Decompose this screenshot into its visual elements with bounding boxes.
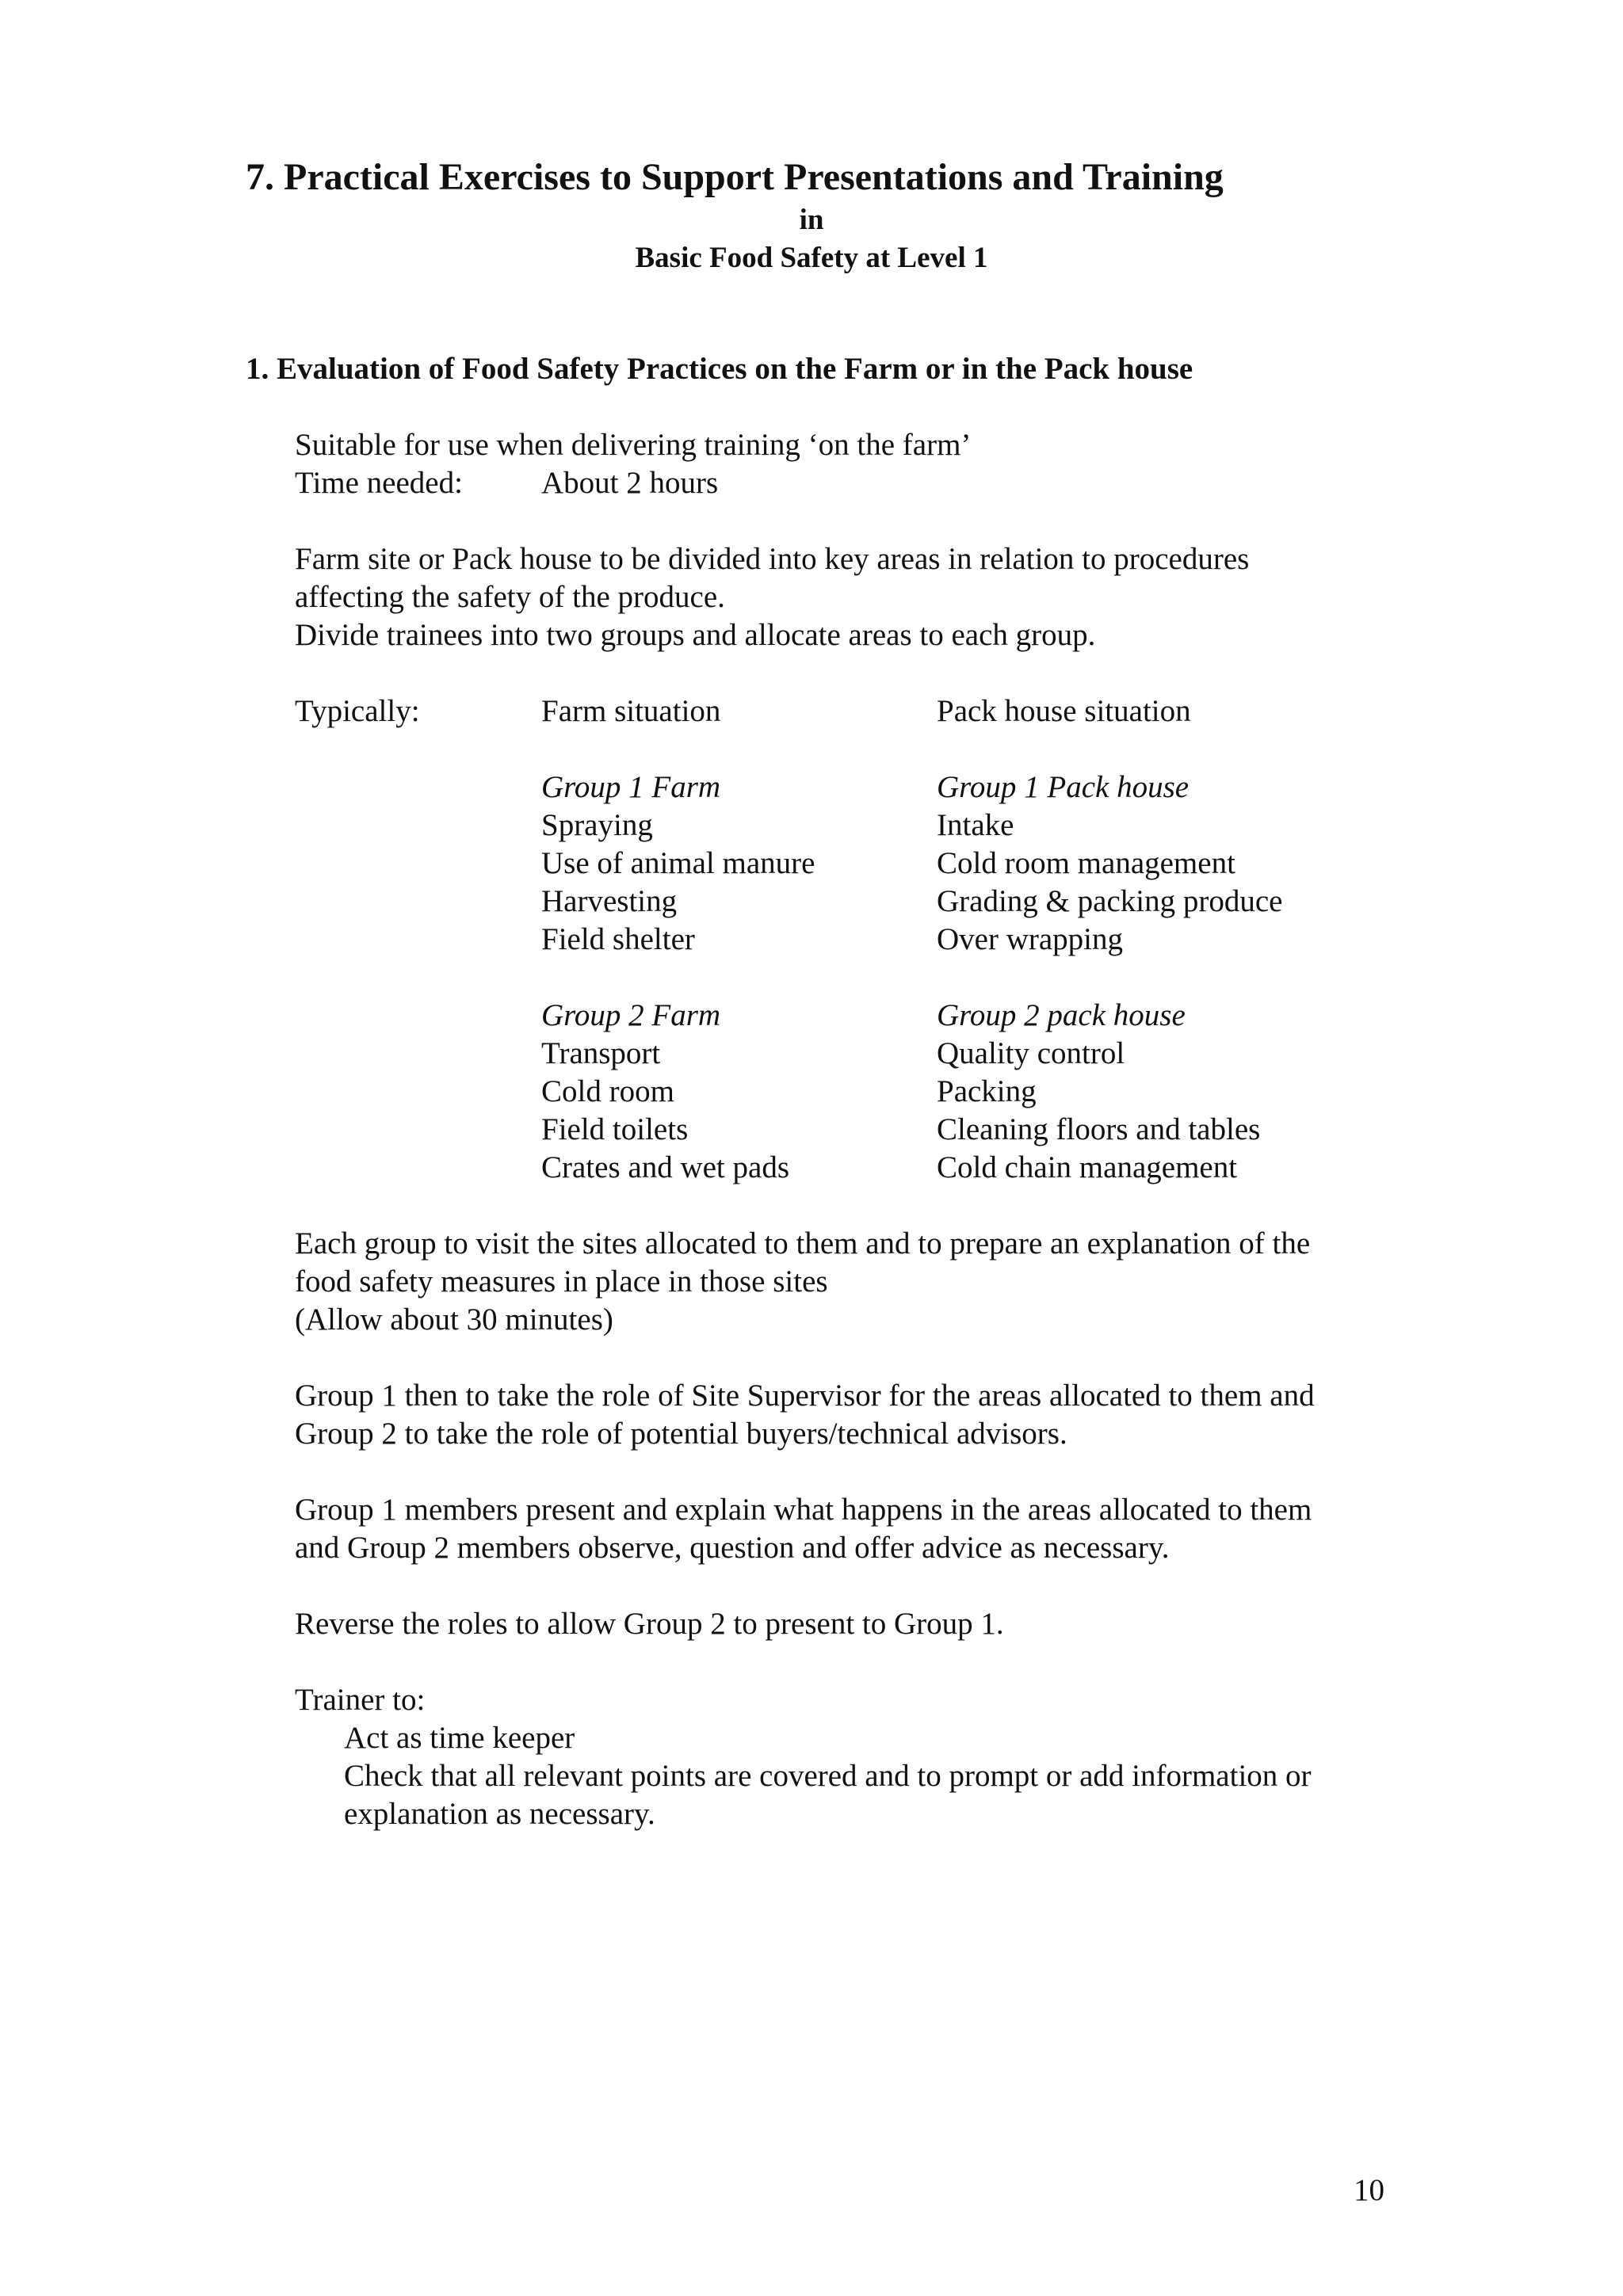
page-number: 10 [1354,2173,1384,2207]
farm-group1-title: Group 1 Farm [541,770,721,804]
farm-situation-heading: Farm situation [541,694,721,728]
pack-group2-item: Cold chain management [937,1150,1238,1184]
farm-group2-item: Field toilets [541,1112,689,1146]
paragraph-line: Group 1 members present and explain what happens in the areas allocated to them [295,1493,1312,1527]
paragraph-line: Farm site or Pack house to be divided into key areas in relation to procedures [295,542,1250,576]
farm-group1-item: Use of animal manure [541,846,815,880]
time-value: About 2 hours [541,466,719,500]
paragraph-line: (Allow about 30 minutes) [295,1302,613,1337]
pack-group2-item: Cleaning floors and tables [937,1112,1261,1146]
farm-group2-item: Crates and wet pads [541,1150,789,1184]
paragraph-line: affecting the safety of the produce. [295,580,725,614]
trainer-item: explanation as necessary. [344,1797,655,1831]
paragraph-line: Reverse the roles to allow Group 2 to present to Group 1. [295,1607,1004,1641]
typically-label: Typically: [295,694,420,728]
farm-group1-item: Harvesting [541,884,678,918]
pack-group1-item: Grading & packing produce [937,884,1283,918]
pack-group2-item: Packing [937,1074,1037,1108]
document-subtitle: Basic Food Safety at Level 1 [635,242,988,274]
farm-group2-item: Transport [541,1036,661,1070]
suitable-text: Suitable for use when delivering training ‘on the farm’ [295,428,972,462]
paragraph-line: and Group 2 members observe, question and offer advice as necessary. [295,1531,1170,1565]
pack-group2-item: Quality control [937,1036,1125,1070]
paragraph-line: food safety measures in place in those sites [295,1264,828,1299]
farm-group2-title: Group 2 Farm [541,998,721,1032]
farm-group2-item: Cold room [541,1074,674,1108]
pack-group1-item: Over wrapping [937,922,1124,956]
document-title: 7. Practical Exercises to Support Presentations and Training [246,156,1224,198]
paragraph-line: Each group to visit the sites allocated to them and to prepare an explanation of the [295,1226,1311,1261]
farm-group1-item: Field shelter [541,922,695,956]
paragraph-line: Group 1 then to take the role of Site Supervisor for the areas allocated to them and [295,1379,1315,1413]
pack-house-situation-heading: Pack house situation [937,694,1191,728]
pack-group1-item: Cold room management [937,846,1235,880]
section-heading: 1. Evaluation of Food Safety Practices on the Farm or in the Pack house [246,352,1193,386]
trainer-item: Check that all relevant points are covered and to prompt or add information or [344,1759,1312,1793]
paragraph-line: Divide trainees into two groups and allocate areas to each group. [295,618,1096,652]
pack-group2-title: Group 2 pack house [937,998,1186,1032]
farm-group1-item: Spraying [541,808,653,842]
trainer-label: Trainer to: [295,1683,426,1717]
trainer-item: Act as time keeper [344,1721,575,1755]
pack-group1-item: Intake [937,808,1014,842]
title-connector: in [799,204,824,236]
paragraph-line: Group 2 to take the role of potential buyers/technical advisors. [295,1417,1067,1451]
time-label: Time needed: [295,466,463,500]
pack-group1-title: Group 1 Pack house [937,770,1190,804]
